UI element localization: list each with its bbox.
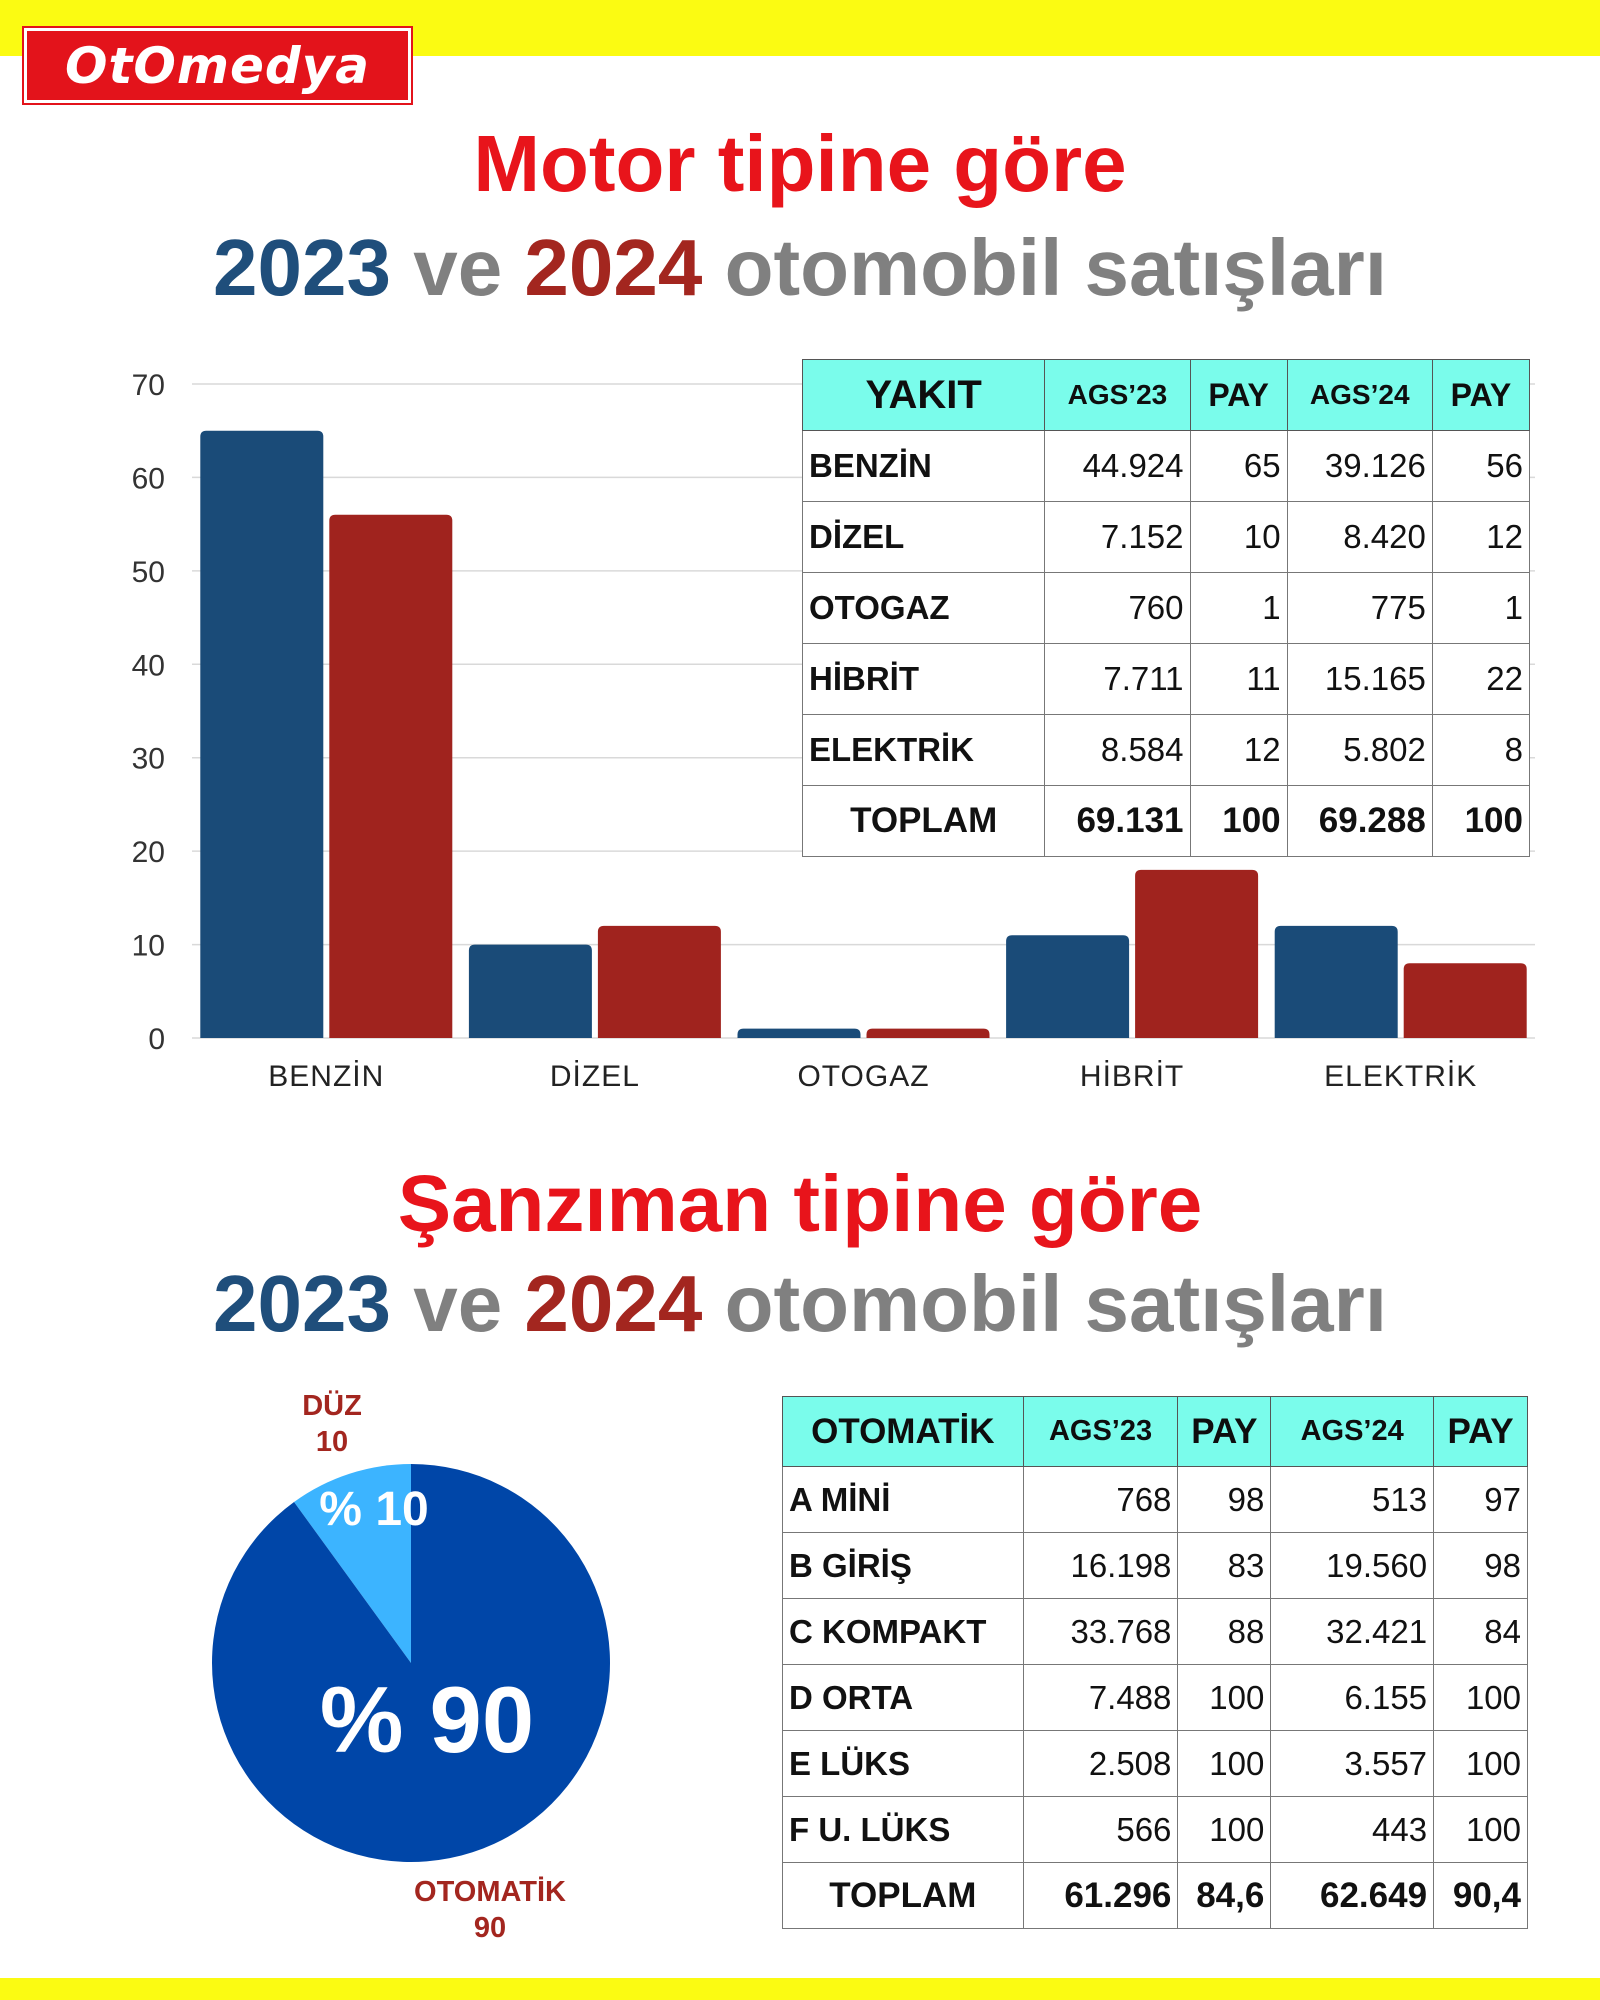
fuel-header-yakit: YAKIT bbox=[803, 360, 1045, 431]
pie-label-otomatik-name: OTOMATİK bbox=[414, 1876, 566, 1908]
bar-2024 bbox=[329, 515, 452, 1038]
x-category-label: DİZEL bbox=[549, 1060, 640, 1093]
fuel-cell: 8.420 bbox=[1287, 502, 1432, 573]
auto-cell: 98 bbox=[1434, 1533, 1528, 1599]
fuel-cell: 65 bbox=[1190, 431, 1287, 502]
fuel-row-label: TOPLAM bbox=[803, 786, 1045, 857]
fuel-cell: 22 bbox=[1432, 644, 1529, 715]
fuel-header-pay23: PAY bbox=[1190, 360, 1287, 431]
auto-cell: 100 bbox=[1178, 1731, 1271, 1797]
fuel-cell: 100 bbox=[1432, 786, 1529, 857]
table-row bbox=[783, 1467, 1528, 1533]
fuel-cell: 44.924 bbox=[1045, 431, 1190, 502]
y-tick-label: 30 bbox=[131, 742, 165, 776]
fuel-row-label: ELEKTRİK bbox=[803, 715, 1045, 786]
y-tick-label: 60 bbox=[131, 462, 165, 496]
year-2024: 2024 bbox=[524, 1259, 703, 1348]
auto-row-label: B GİRİŞ bbox=[783, 1533, 1024, 1599]
logo-text: OtOmedya bbox=[64, 37, 371, 95]
auto-cell: 32.421 bbox=[1271, 1599, 1434, 1665]
auto-total-row bbox=[783, 1863, 1528, 1929]
fuel-row-label: BENZİN bbox=[803, 431, 1045, 502]
fuel-cell: 5.802 bbox=[1287, 715, 1432, 786]
bar-2023 bbox=[469, 945, 592, 1038]
x-category-label: HİBRİT bbox=[1079, 1060, 1185, 1093]
y-tick-label: 50 bbox=[131, 555, 165, 589]
section2-title: Şanzıman tipine göre bbox=[397, 1159, 1203, 1248]
fuel-cell: 12 bbox=[1432, 502, 1529, 573]
pie-label-otomatik-value: 90 bbox=[473, 1912, 507, 1944]
auto-cell: 97 bbox=[1434, 1467, 1528, 1533]
bar-2024 bbox=[1135, 870, 1258, 1038]
auto-cell: 2.508 bbox=[1023, 1731, 1178, 1797]
fuel-header-pay24: PAY bbox=[1432, 360, 1529, 431]
fuel-row-label: DİZEL bbox=[803, 502, 1045, 573]
fuel-row-label: OTOGAZ bbox=[803, 573, 1045, 644]
subtitle-rest: otomobil satışları bbox=[702, 223, 1387, 312]
auto-cell: 100 bbox=[1434, 1665, 1528, 1731]
auto-cell: 7.488 bbox=[1023, 1665, 1178, 1731]
auto-row-label: TOPLAM bbox=[783, 1863, 1024, 1929]
auto-cell: 16.198 bbox=[1023, 1533, 1178, 1599]
table-row bbox=[803, 502, 1530, 573]
y-tick-label: 0 bbox=[148, 1023, 165, 1056]
fuel-row-label: HİBRİT bbox=[803, 644, 1045, 715]
fuel-cell: 69.131 bbox=[1045, 786, 1190, 857]
auto-cell: 88 bbox=[1178, 1599, 1271, 1665]
auto-cell: 768 bbox=[1023, 1467, 1178, 1533]
auto-cell: 98 bbox=[1178, 1467, 1271, 1533]
table-row bbox=[783, 1731, 1528, 1797]
pie-label-duz bbox=[282, 1388, 382, 1460]
x-category-label: BENZİN bbox=[268, 1060, 385, 1093]
fuel-cell: 7.152 bbox=[1045, 502, 1190, 573]
year-2024: 2024 bbox=[524, 223, 703, 312]
auto-cell: 100 bbox=[1178, 1797, 1271, 1863]
year-2023: 2023 bbox=[213, 1259, 391, 1348]
auto-cell: 19.560 bbox=[1271, 1533, 1434, 1599]
table-row bbox=[783, 1665, 1528, 1731]
y-tick-label: 10 bbox=[131, 929, 165, 963]
auto-cell: 513 bbox=[1271, 1467, 1434, 1533]
auto-cell: 566 bbox=[1023, 1797, 1178, 1863]
auto-cell: 100 bbox=[1434, 1731, 1528, 1797]
fuel-cell: 69.288 bbox=[1287, 786, 1432, 857]
pie-slice-otomatik-label: % 90 bbox=[319, 1667, 535, 1772]
auto-cell: 100 bbox=[1434, 1797, 1528, 1863]
auto-cell: 84,6 bbox=[1178, 1863, 1271, 1929]
auto-cell: 100 bbox=[1178, 1665, 1271, 1731]
fuel-header-ags23: AGS’23 bbox=[1045, 360, 1190, 431]
auto-cell: 3.557 bbox=[1271, 1731, 1434, 1797]
y-tick-label: 20 bbox=[131, 836, 165, 870]
subtitle-rest: otomobil satışları bbox=[702, 1259, 1387, 1348]
fuel-header-ags24: AGS’24 bbox=[1287, 360, 1432, 431]
x-category-label: OTOGAZ bbox=[797, 1060, 930, 1093]
bar-2023 bbox=[738, 1029, 861, 1038]
auto-cell: 61.296 bbox=[1023, 1863, 1178, 1929]
auto-cell: 6.155 bbox=[1271, 1665, 1434, 1731]
auto-header-pay23: PAY bbox=[1178, 1397, 1271, 1467]
auto-row-label: C KOMPAKT bbox=[783, 1599, 1024, 1665]
fuel-cell: 7.711 bbox=[1045, 644, 1190, 715]
auto-header-pay24: PAY bbox=[1434, 1397, 1528, 1467]
fuel-cell: 56 bbox=[1432, 431, 1529, 502]
year-2023: 2023 bbox=[213, 223, 391, 312]
table-row bbox=[783, 1797, 1528, 1863]
pie-slice-duz-label: % 10 bbox=[319, 1483, 429, 1536]
fuel-cell: 8 bbox=[1432, 715, 1529, 786]
table-row bbox=[803, 715, 1530, 786]
pie-label-otomatik bbox=[400, 1874, 580, 1946]
auto-row-label: F U. LÜKS bbox=[783, 1797, 1024, 1863]
pie-label-duz-value: 10 bbox=[315, 1426, 349, 1458]
bar-2023 bbox=[1006, 935, 1129, 1038]
pie-chart bbox=[212, 1464, 610, 1862]
auto-cell: 90,4 bbox=[1434, 1863, 1528, 1929]
y-tick-label: 40 bbox=[131, 649, 165, 683]
subtitle-ve: ve bbox=[390, 223, 525, 312]
auto-cell: 443 bbox=[1271, 1797, 1434, 1863]
bar-2023 bbox=[200, 431, 323, 1038]
fuel-cell: 8.584 bbox=[1045, 715, 1190, 786]
fuel-cell: 39.126 bbox=[1287, 431, 1432, 502]
auto-row-label: D ORTA bbox=[783, 1665, 1024, 1731]
table-row bbox=[803, 644, 1530, 715]
automatic-table bbox=[782, 1396, 1528, 1929]
fuel-cell: 760 bbox=[1045, 573, 1190, 644]
fuel-cell: 10 bbox=[1190, 502, 1287, 573]
table-row bbox=[803, 573, 1530, 644]
auto-row-label: A MİNİ bbox=[783, 1467, 1024, 1533]
fuel-cell: 12 bbox=[1190, 715, 1287, 786]
auto-header-ags24: AGS’24 bbox=[1271, 1397, 1434, 1467]
fuel-cell: 775 bbox=[1287, 573, 1432, 644]
fuel-cell: 11 bbox=[1190, 644, 1287, 715]
table-row bbox=[803, 431, 1530, 502]
auto-header-otomatik: OTOMATİK bbox=[783, 1397, 1024, 1467]
fuel-total-row bbox=[803, 786, 1530, 857]
fuel-cell: 15.165 bbox=[1287, 644, 1432, 715]
fuel-table bbox=[802, 359, 1530, 857]
section2-subtitle bbox=[0, 1258, 1600, 1350]
pie-label-duz-name: DÜZ bbox=[302, 1390, 362, 1422]
auto-cell: 83 bbox=[1178, 1533, 1271, 1599]
x-category-label: ELEKTRİK bbox=[1324, 1060, 1478, 1093]
bar-2024 bbox=[867, 1029, 990, 1038]
y-tick-label: 70 bbox=[131, 369, 165, 402]
auto-cell: 84 bbox=[1434, 1599, 1528, 1665]
section1-title: Motor tipine göre bbox=[473, 119, 1127, 208]
bar-2023 bbox=[1275, 926, 1398, 1038]
auto-header-ags23: AGS’23 bbox=[1023, 1397, 1178, 1467]
auto-cell: 33.768 bbox=[1023, 1599, 1178, 1665]
auto-row-label: E LÜKS bbox=[783, 1731, 1024, 1797]
fuel-cell: 100 bbox=[1190, 786, 1287, 857]
fuel-cell: 1 bbox=[1190, 573, 1287, 644]
table-row bbox=[783, 1599, 1528, 1665]
bar-2024 bbox=[1404, 963, 1527, 1038]
auto-cell: 62.649 bbox=[1271, 1863, 1434, 1929]
table-row bbox=[783, 1533, 1528, 1599]
subtitle-ve: ve bbox=[390, 1259, 525, 1348]
bar-2024 bbox=[598, 926, 721, 1038]
fuel-cell: 1 bbox=[1432, 573, 1529, 644]
